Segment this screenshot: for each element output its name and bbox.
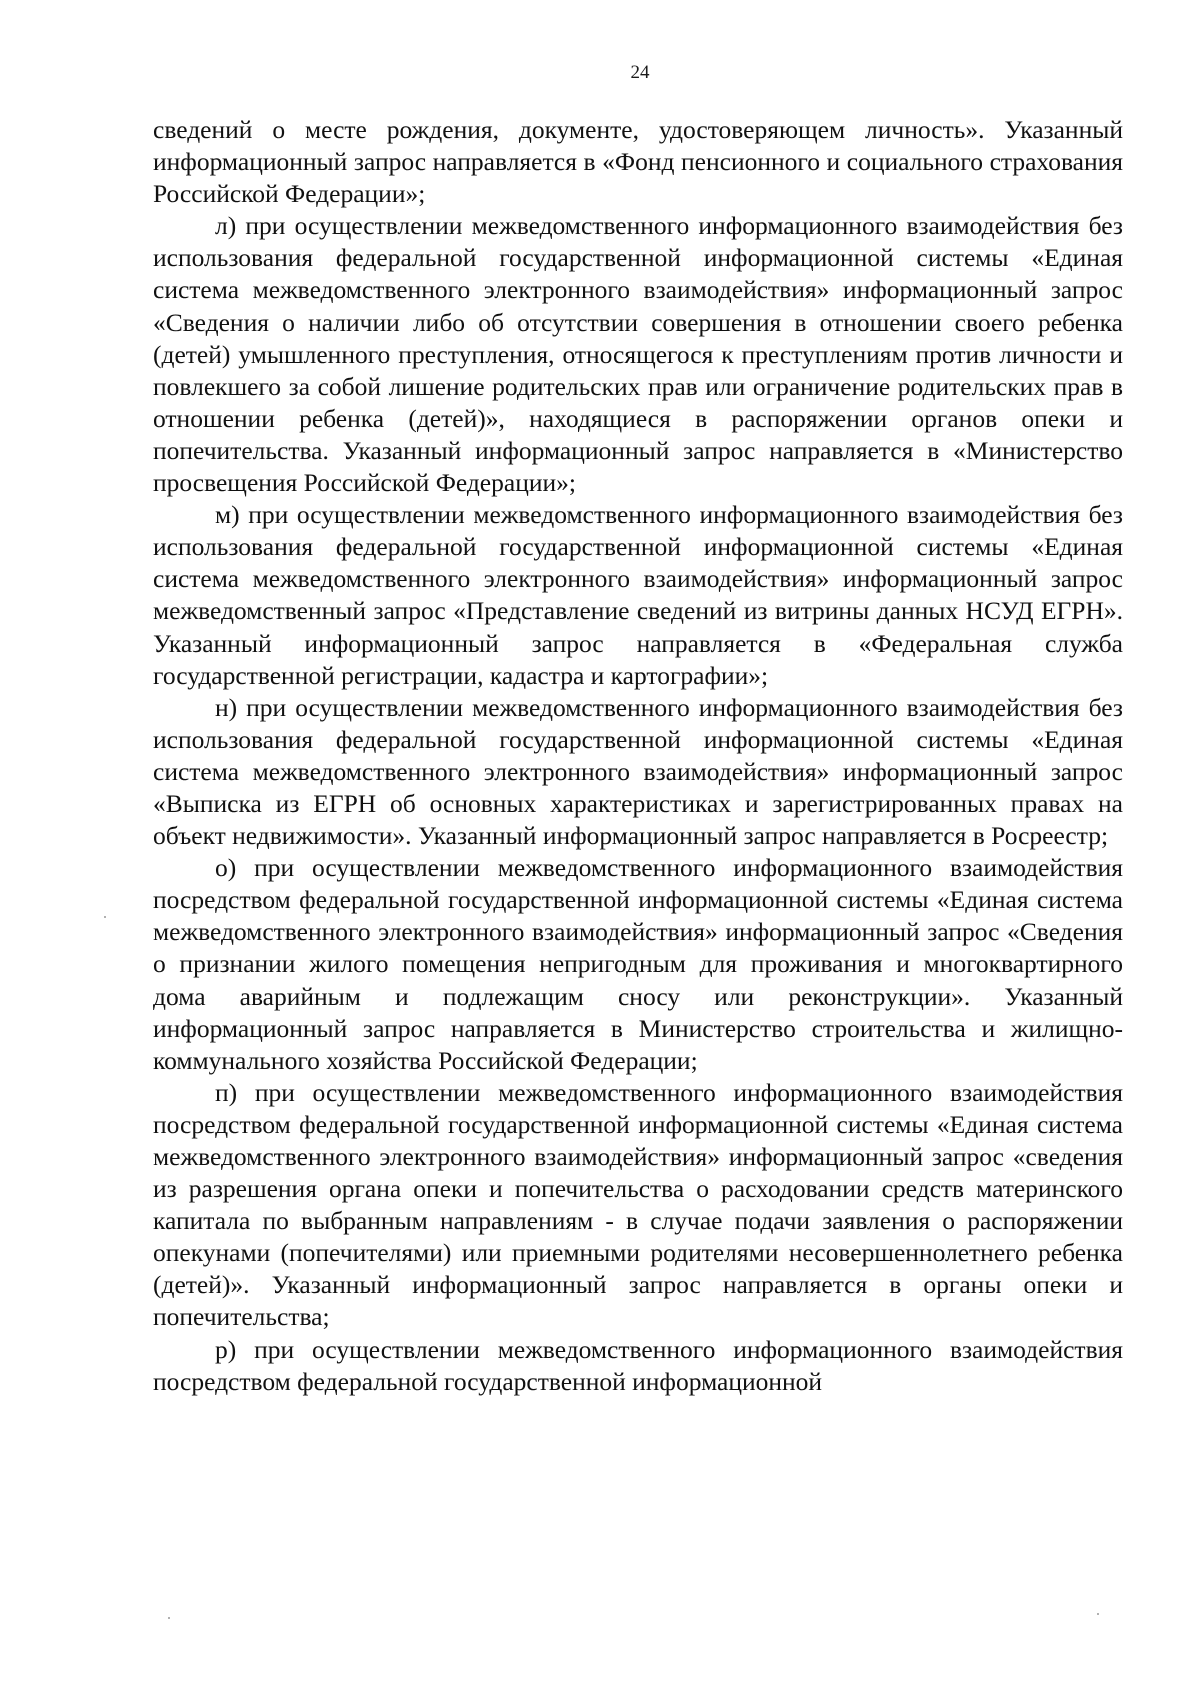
paragraph-item-p: п) при осуществлении межведомственного информационного взаимодействия посредством федеральной государственной информационной системы «Единая система межведомственного электронного взаимодействия» информационный запрос «сведения из разрешения органа опеки и попечительства о расходовании средств материнского капитала по выбранным направлениям - в случае подачи заявления о распоряжении опекунами (попечителями) или приемными родителями несовершеннолетнего ребенка (детей)». Указанный информационный запрос направляется в органы опеки и попечительства; <box>153 1077 1123 1332</box>
scan-artifact <box>1097 1613 1099 1615</box>
paragraph-item-n: н) при осуществлении межведомственного информационного взаимодействия без использования федеральной государственной информационной системы «Единая система межведомственного электронного взаимодействия» информационный запрос «Выписка из ЕГРН об основных характеристиках и зарегистрированных правах на объект недвижимости». Указанный информационный запрос направляется в Росреестр; <box>153 692 1123 851</box>
paragraph-item-o: о) при осуществлении межведомственного информационного взаимодействия посредством федеральной государственной информационной системы «Единая система межведомственного электронного взаимодействия» информационный запрос «Сведения о признании жилого помещения непригодным для проживания и многоквартирного дома аварийным и подлежащим сносу или реконструкции». Указанный информационный запрос направляется в Министерство строительства и жилищно-коммунального хозяйства Российской Федерации; <box>153 853 1123 1075</box>
page-number: 24 <box>630 62 650 83</box>
paragraph-item-r: р) при осуществлении межведомственного информационного взаимодействия посредством федеральной государственной информационной <box>153 1334 1123 1396</box>
paragraph-intro: сведений о месте рождения, документе, удостоверяющем личность». Указанный информационный запрос направляется в «Фонд пенсионного и социального страхования Российской Федерации»; <box>153 115 1123 209</box>
document-body <box>153 114 1123 1398</box>
scan-artifact <box>104 916 106 918</box>
paragraph-item-l: л) при осуществлении межведомственного информационного взаимодействия без использования федеральной государственной информационной системы «Единая система межведомственного электронного взаимодействия» информационный запрос «Сведения о наличии либо об отсутствии совершения в отношении своего ребенка (детей) умышленного преступления, относящегося к преступлениям против личности и повлекшего за собой лишение родительских прав или ограничение родительских прав в отношении ребенка (детей)», находящиеся в распоряжении органов опеки и попечительства. Указанный информационный запрос направляется в «Министерство просвещения Российской Федерации»; <box>153 211 1123 498</box>
paragraph-item-m: м) при осуществлении межведомственного информационного взаимодействия без использования федеральной государственной информационной системы «Единая система межведомственного электронного взаимодействия» информационный запрос межведомственный запрос «Представление сведений из витрины данных НСУД ЕГРН». Указанный информационный запрос направляется в «Федеральная служба государственной регистрации, кадастра и картографии»; <box>153 500 1123 690</box>
scan-artifact <box>168 1617 170 1619</box>
